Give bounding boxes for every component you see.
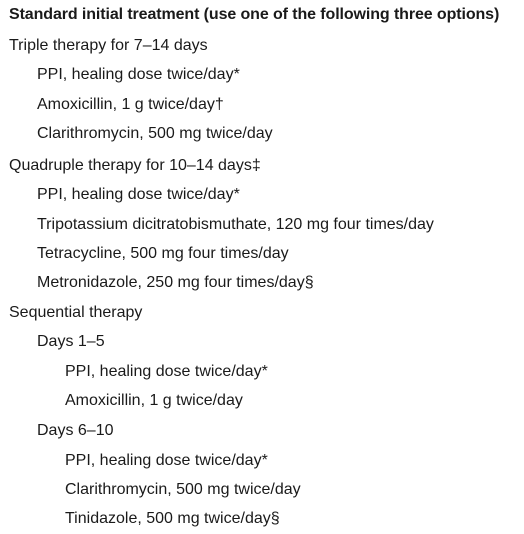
list-item: Clarithromycin, 500 mg twice/day — [65, 481, 301, 498]
list-item: PPI, healing dose twice/day* — [65, 452, 268, 469]
section-heading-triple: Triple therapy for 7–14 days — [9, 37, 208, 54]
list-item: PPI, healing dose twice/day* — [37, 66, 240, 83]
table-title: Standard initial treatment (use one of the following three options) — [9, 6, 500, 23]
list-item: PPI, healing dose twice/day* — [37, 186, 240, 203]
list-item: Metronidazole, 250 mg four times/day§ — [37, 274, 314, 291]
phase-label-days-1-5: Days 1–5 — [37, 333, 105, 350]
list-item: Clarithromycin, 500 mg twice/day — [37, 125, 273, 142]
list-item: Amoxicillin, 1 g twice/day† — [37, 96, 224, 113]
list-item: PPI, healing dose twice/day* — [65, 363, 268, 380]
section-heading-quadruple: Quadruple therapy for 10–14 days‡ — [9, 157, 261, 174]
phase-label-days-6-10: Days 6–10 — [37, 422, 114, 439]
list-item: Amoxicillin, 1 g twice/day — [65, 392, 243, 409]
section-heading-sequential: Sequential therapy — [9, 304, 143, 321]
list-item: Tetracycline, 500 mg four times/day — [37, 245, 289, 262]
list-item: Tinidazole, 500 mg twice/day§ — [65, 510, 280, 527]
list-item: Tripotassium dicitratobismuthate, 120 mg four times/day — [37, 216, 434, 233]
